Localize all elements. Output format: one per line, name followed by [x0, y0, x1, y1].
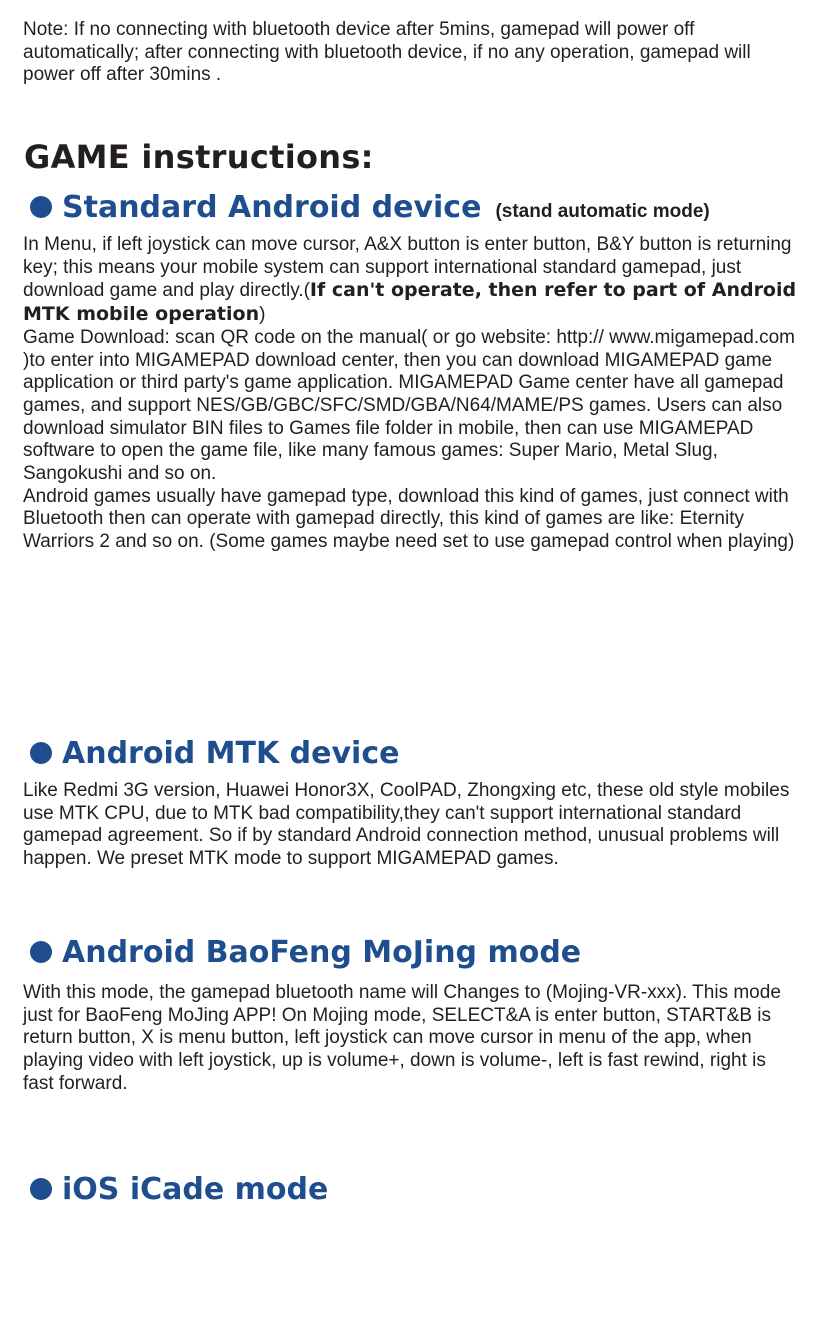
android-games-text: Android games usually have gamepad type, download this kind of games, just connect with Bluetooth then can operate with gamepad directly, this kind of games are like: Eternity Warriors 2 and so on. (Some games maybe need set to use gamepad control when playing)	[23, 485, 795, 553]
bullet-icon	[30, 742, 52, 764]
bullet-icon	[30, 1178, 52, 1200]
section-title-baofeng: Android BaoFeng MoJing mode	[62, 935, 582, 970]
mtk-reference-emphasis: If can't operate, then refer to part of Android MTK mobile operation	[23, 279, 797, 326]
standard-intro-text: In Menu, if left joystick can move cursor, A&X button is enter button, B&Y button is returning key; this means your mobile system can support international standard gamepad, just download game and play directly.	[23, 234, 792, 302]
section-subtitle-standard: (stand automatic mode)	[495, 201, 710, 222]
section-ios-icade	[30, 1172, 328, 1207]
game-instructions-heading: GAME instructions:	[24, 138, 374, 176]
section-title-mtk: Android MTK device	[62, 736, 400, 771]
game-download-text: Game Download: scan QR code on the manual( or go website: http:// www.migamepad.com )to enter into MIGAMEPAD download center, then you can download MIGAMEPAD game application or third party's game application. MIGAMEPAD Game center have all gamepad games, and support NES/GB/GBC/SFC/SMD/GBA/N64/MAME/PS games. Users can also download simulator BIN files to Games file folder in mobile, then can use MIGAMEPAD software to open the game file, like many famous games: Super Mario, Metal Slug, Sangokushi and so on.	[23, 326, 795, 485]
power-off-note: Note: If no connecting with bluetooth device after 5mins, gamepad will power off automatically; after connecting with bluetooth device, if no any operation, gamepad will power off after 30mins .	[23, 19, 751, 86]
bullet-icon	[30, 941, 52, 963]
baofeng-body: With this mode, the gamepad bluetooth name will Changes to (Mojing-VR-xxx). This mode just for BaoFeng MoJing APP! On Mojing mode, SELECT&A is enter button, START&B is return button, X is menu button, left joystick can move cursor in menu of the app, when playing video with left joystick, up is volume+, down is volume-, left is fast rewind, right is fast forward.	[23, 982, 781, 1094]
section-baofeng-mojing	[30, 935, 581, 970]
close-paren: )	[259, 304, 266, 326]
mtk-body: Like Redmi 3G version, Huawei Honor3X, CoolPAD, Zhongxing etc, these old style mobiles use MTK CPU, due to MTK bad compatibility,they can't support international standard gamepad agreement. So if by standard Android connection method, unusual problems will happen. We preset MTK mode to support MIGAMEPAD games.	[23, 780, 790, 870]
section-android-mtk	[30, 736, 399, 771]
section-standard-android	[30, 190, 710, 225]
open-paren: (	[303, 280, 310, 302]
standard-android-body	[23, 234, 798, 554]
section-title-icade: iOS iCade mode	[62, 1172, 329, 1207]
section-title-standard: Standard Android device	[62, 190, 482, 225]
bullet-icon	[30, 196, 52, 218]
